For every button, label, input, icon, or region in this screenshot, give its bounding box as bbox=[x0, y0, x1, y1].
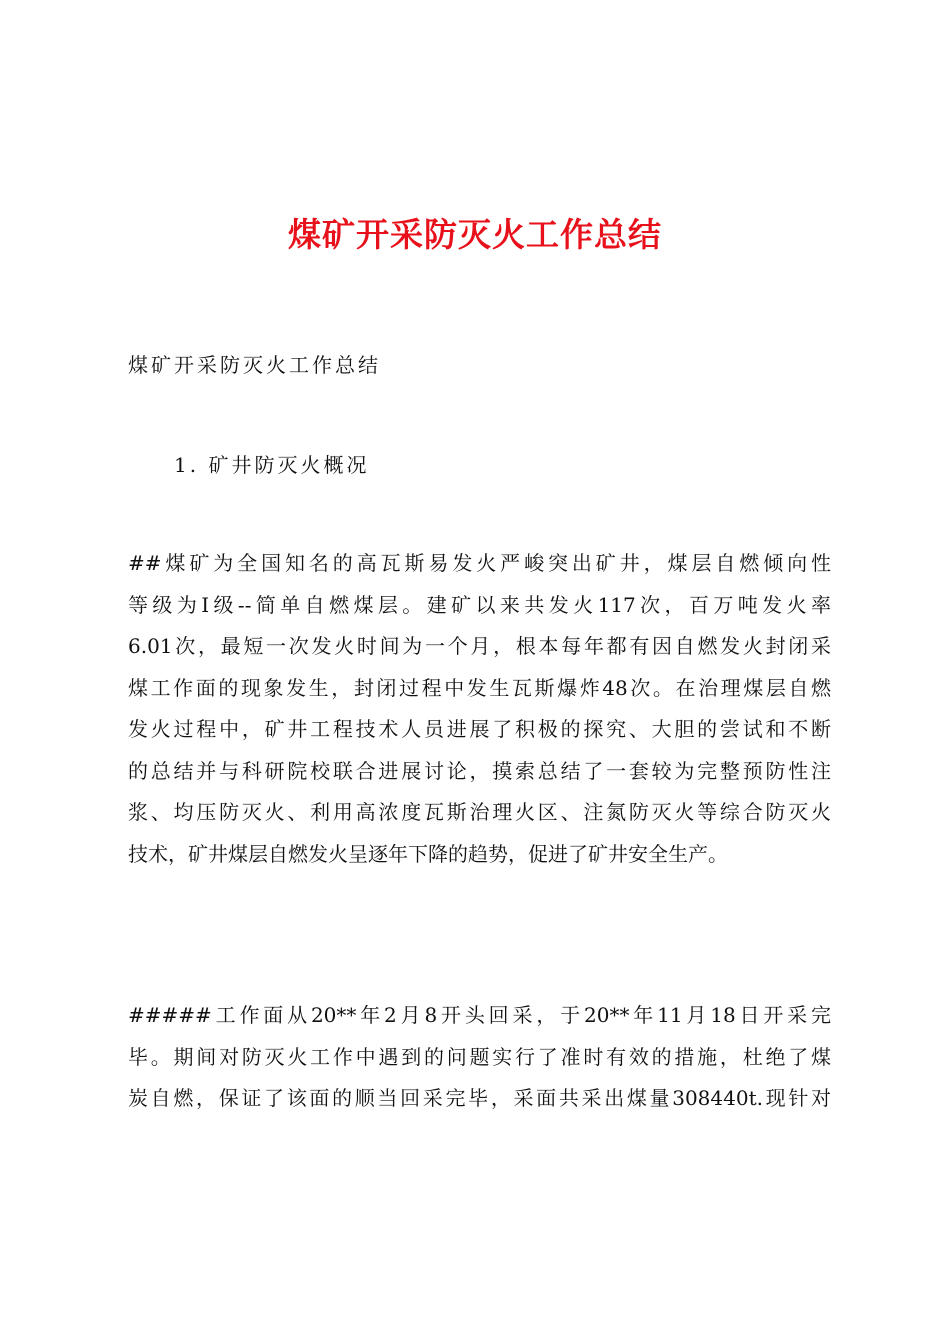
document-title: 煤矿开采防灭火工作总结 bbox=[288, 215, 662, 254]
paragraph-overview bbox=[128, 543, 831, 875]
paragraph-line: 等级为Ⅰ级--简单自燃煤层。建矿以来共发火117次，百万吨发火率 bbox=[128, 592, 831, 617]
paragraph-line: 浆、均压防灭火、利用高浓度瓦斯治理火区、注氮防灭火等综合防灭火 bbox=[128, 800, 831, 824]
paragraph-line: #####工作面从20**年2月8开头回采，于20**年11月18日开采完 bbox=[128, 1003, 831, 1027]
paragraph-line: 毕。期间对防灭火工作中遇到的问题实行了准时有效的措施，杜绝了煤 bbox=[128, 1044, 831, 1069]
paragraph-line: 煤工作面的现象发生，封闭过程中发生瓦斯爆炸48次。在治理煤层自燃 bbox=[128, 675, 831, 700]
paragraph-line: 发火过程中，矿井工程技术人员进展了积极的探究、大胆的尝试和不断 bbox=[128, 717, 831, 741]
paragraph-line: 的总结并与科研院校联合进展讨论，摸索总结了一套较为完整预防性注 bbox=[128, 758, 831, 783]
paragraph-line: 炭自燃，保证了该面的顺当回采完毕，采面共采出煤量308440t.现针对 bbox=[128, 1086, 831, 1110]
document-subtitle: 煤矿开采防灭火工作总结 bbox=[128, 353, 381, 377]
paragraph-workface bbox=[128, 995, 831, 1120]
paragraph-line: ##煤矿为全国知名的高瓦斯易发火严峻突出矿井，煤层自燃倾向性 bbox=[128, 551, 831, 575]
paragraph-line: 6.01次，最短一次发火时间为一个月，根本每年都有因自燃发火封闭采 bbox=[128, 634, 831, 658]
paragraph-line: 技术，矿井煤层自燃发火呈逐年下降的趋势，促进了矿井安全生产。 bbox=[128, 841, 728, 866]
section-heading: 1. 矿井防灭火概况 bbox=[174, 453, 370, 477]
